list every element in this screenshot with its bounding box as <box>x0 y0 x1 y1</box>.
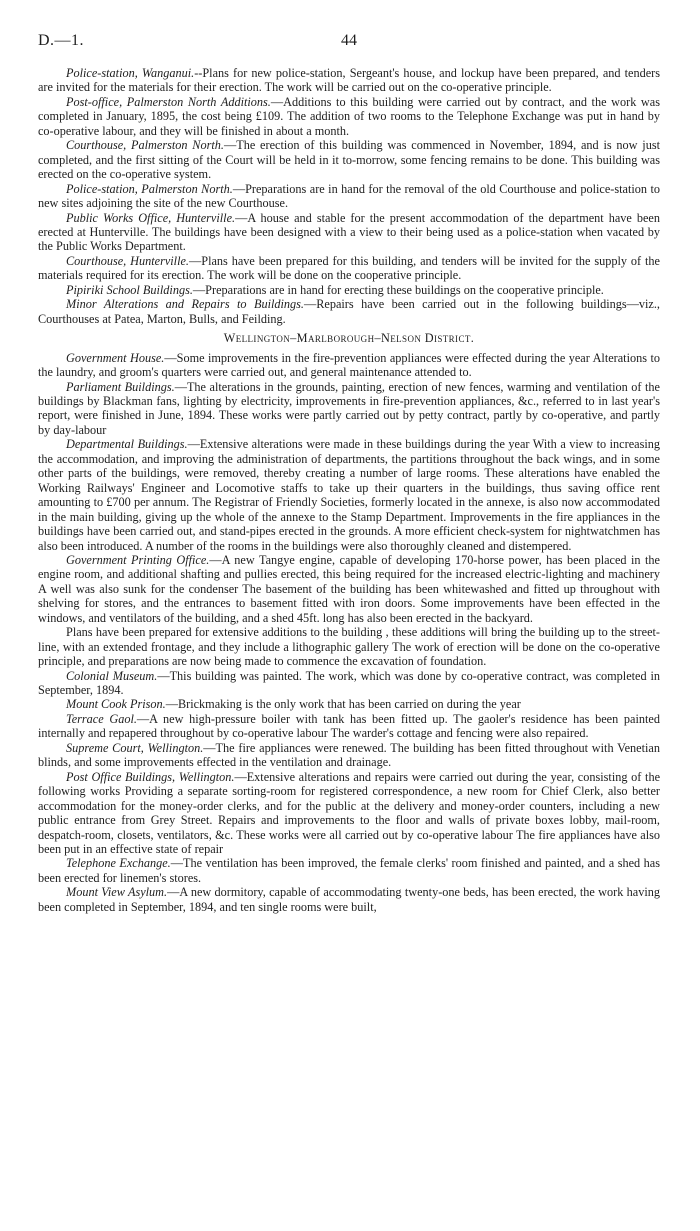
document-reference: D.—1. <box>38 32 85 49</box>
paragraph-title: Public Works Office, Hunterville. <box>66 210 236 225</box>
paragraph-text: —The fire appliances were renewed. The building has been fitted throughout with Venetian blinds, and some improvements effected in the ventilation and drainage. <box>38 740 660 770</box>
report-paragraph <box>38 437 660 553</box>
paragraph-title: Post-office, Palmerston North Additions. <box>66 94 271 109</box>
report-paragraph <box>38 553 660 625</box>
paragraph-text: —Preparations are in hand for the removal of the old Courthouse and police-station to new sites adjoining the site of the new Courthouse. <box>38 181 661 211</box>
report-paragraph <box>38 380 660 438</box>
paragraph-text: —A new Tangye engine, capable of developing 170-horse power, has been placed in the engine room, and additional shafting and pullies erected, this being required for the increased electric-lighting and machinery A well was also sunk for the condenser The basement of the building has been whitewashed and fitted up throughout with shelving for stores, and the entrances to basement fitted with iron doors. Some improvements have been effected in the windows, and ventilators of the building, and a shed 45ft. long has also been erected in the backyard. <box>38 552 660 625</box>
paragraph-text: —Brickmaking is the only work that has been carried on during the year <box>165 697 521 712</box>
paragraph-title: Post Office Buildings, Wellington. <box>66 769 235 784</box>
report-paragraph <box>38 669 660 698</box>
paragraph-title: Mount View Asylum. <box>66 885 168 900</box>
report-paragraph <box>38 283 660 297</box>
paragraph-title: Parliament Buildings. <box>66 379 175 394</box>
paragraph-text: —Preparations are in hand for erecting these buildings on the cooperative principle. <box>192 282 604 297</box>
paragraph-title: Mount Cook Prison. <box>66 697 166 712</box>
paragraph-text: —The erection of this building was commenced in November, 1894, and is now just completed, and the first sitting of the Court will be held in it to-morrow, some fencing remains to be done. This building was erected on the co-operative system. <box>38 138 661 182</box>
paragraph-text: —A new high-pressure boiler with tank has been fitted up. The gaoler's residence has been painted internally and repapered throughout by co-operative labour The warder's cottage and fencing were also repaired. <box>38 711 660 741</box>
paragraph-text: —Repairs have been carried out in the following buildings—viz., Courthouses at Patea, Marton, Bulls, and Feilding. <box>38 297 660 326</box>
report-paragraph <box>38 66 660 95</box>
paragraph-text: —The ventilation has been improved, the female clerks' room finished and painted, and a shed has been erected for linemen's stores. <box>38 856 660 885</box>
report-paragraph <box>38 95 660 138</box>
district-heading: Wellington–Marlborough–Nelson District. <box>223 331 475 346</box>
report-paragraph <box>38 712 660 741</box>
paragraph-title: Terrace Gaol. <box>66 711 137 726</box>
page-header <box>38 32 660 52</box>
report-paragraph <box>38 741 660 770</box>
paragraph-title: Courthouse, Hunterville. <box>66 253 189 268</box>
paragraph-title: Supreme Court, Wellington. <box>66 740 204 755</box>
page-body <box>38 66 660 914</box>
report-paragraph <box>38 625 660 668</box>
report-paragraph <box>38 770 660 857</box>
paragraph-text: —A new dormitory, capable of accommodating twenty-one beds, has been erected, the work having been completed in September, 1894, and ten single rooms were built, <box>38 885 660 914</box>
report-paragraph <box>38 211 660 254</box>
paragraph-text: —A house and stable for the present accommodation of the department have been erected at Hunterville. The buildings have been designed with a view to their being used as a police-station when vacated by the Public Works Department. <box>38 210 660 254</box>
report-paragraph <box>38 254 660 283</box>
paragraph-title: Departmental Buildings. <box>66 437 188 452</box>
paragraph-title: Government Printing Office. <box>66 552 210 567</box>
paragraph-text: --Plans for new police-station, Sergeant's house, and lockup have been prepared, and tenders are invited for the materials for their erection. The work will be carried out on the co-operative principle. <box>38 66 660 95</box>
report-paragraph <box>38 351 660 380</box>
report-paragraph <box>38 297 660 326</box>
paragraph-text: —Plans have been prepared for this building, and tenders will be invited for the supply of the materials required for its erection. The work will be done on the cooperative principle. <box>38 253 660 283</box>
report-paragraph <box>38 856 660 885</box>
paragraph-title: Colonial Museum. <box>66 668 158 683</box>
paragraph-text: —The alterations in the grounds, painting, erection of new fences, warming and ventilation of the buildings by Blackman fans, lighting by electricity, improvements in fire-prevention appliances, &c., referred to in last year's report, were finished in June, 1894. These works were partly carried out by petty contract, partly by co-operative, and partly by day-labour <box>38 379 660 437</box>
paragraph-text: —Some improvements in the fire-prevention appliances were effected during the year Alterations to the laundry, and groom's quarters were carried out, and general maintenance attended to. <box>38 350 660 380</box>
paragraph-title: Telephone Exchange. <box>66 856 171 871</box>
paragraph-title: Government House. <box>66 350 165 365</box>
paragraph-title: Pipiriki School Buildings. <box>66 282 193 297</box>
report-paragraph <box>38 138 660 181</box>
paragraph-text: Plans have been prepared for extensive additions to the building , these additions will bring the building up to the street-line, with an extended frontage, and they include a lithographic gallery The work of erection will be done on the co-operative principle, and preparations are now being made to commence the excavation of foundation. <box>38 625 660 669</box>
paragraph-title: Police-station, Wanganui. <box>66 66 195 80</box>
report-paragraph <box>38 697 660 711</box>
paragraph-text: —Additions to this building were carried out by contract, and the work was completed in January, 1895, the cost being £109. The addition of two rooms to the Telephone Exchange was put in hand by co-operative labour, and they will be finished in about a month. <box>38 94 660 138</box>
paragraph-title: Courthouse, Palmerston North. <box>66 138 224 153</box>
page-number: 44 <box>341 32 357 49</box>
paragraph-title: Minor Alterations and Repairs to Buildings. <box>66 297 304 312</box>
report-paragraph <box>38 182 660 211</box>
paragraph-title: Police-station, Palmerston North. <box>66 181 233 196</box>
paragraph-text: —This building was painted. The work, which was done by co-operative contract, was completed in September, 1894. <box>38 668 660 698</box>
report-paragraph <box>38 885 660 914</box>
paragraph-text: —Extensive alterations and repairs were carried out during the year, consisting of the following works Providing a separate sorting-room for registered correspondence, a new room for Chief Clerk, also better accommodation for the money-order clerks, and for the public at the delivery and money-order counters, including a new public entrance from Grey Street. Repairs and improvements to the floor and walls of private boxes lobby, mail-room, despatch-room, closets, ventilators, &c. These works were all carried out by co-operative labour The fire appliances have also been put in an effective state of repair <box>38 769 660 857</box>
paragraph-text: —Extensive alterations were made in these buildings during the year With a view to increasing the accommodation, and improving the administration of departments, the partitions throughout the back wings, and in some other parts of the buildings, were removed, thereby creating a number of large rooms. These alterations have enabled the Working Railways' Engineer and Locomotive staffs to take up their quarters in the buildings, thus saving office rent amounting to £700 per annum. The Registrar of Friendly Societies, formerly located in the annexe, is also now accommodated in the main building, giving up the whole of the annexe to the Stamp Department. Improvements in the fire appliances in the buildings have been carried out, and stand-pipes erected in the grounds. A more efficient check-system for nightwatchmen has also been introduced. A number of the rooms in the buildings were also thoroughly cleaned and distempered. <box>38 437 660 553</box>
